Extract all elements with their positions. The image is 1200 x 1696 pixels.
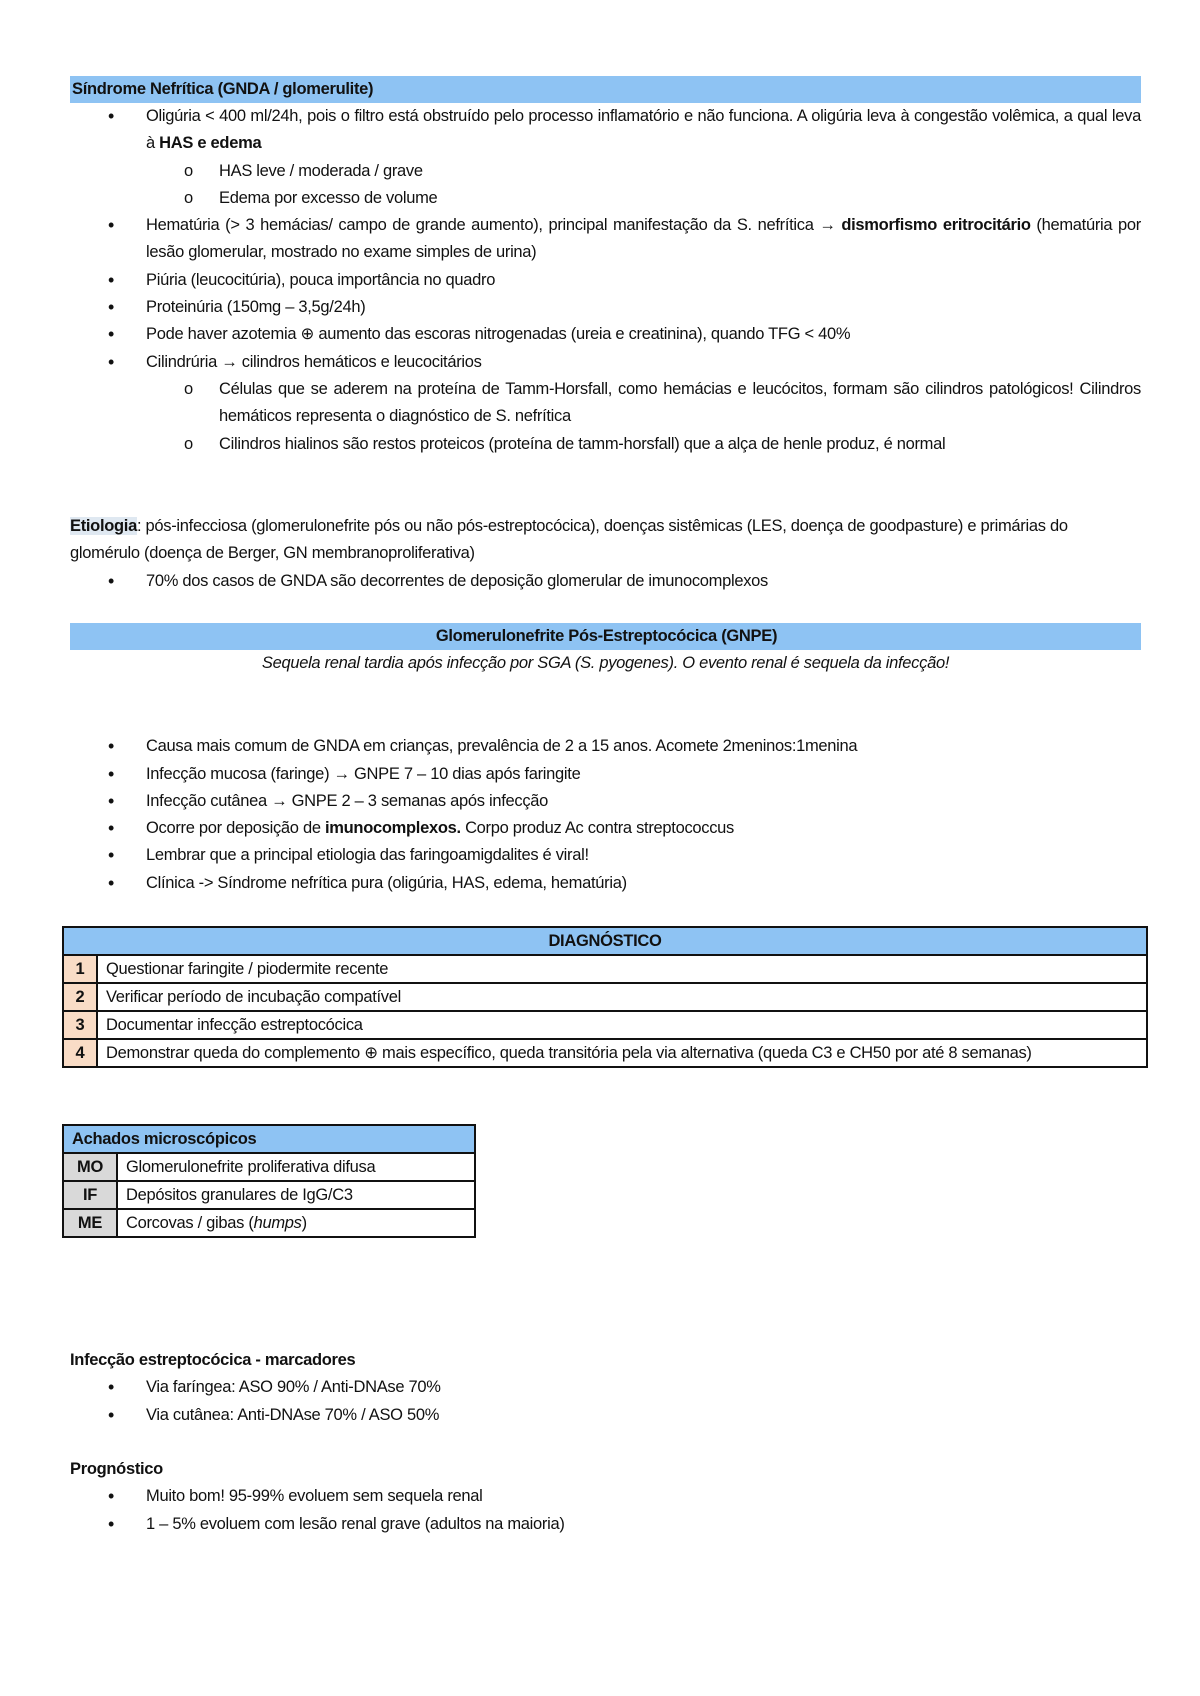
- list-item: • Lembrar que a principal etiologia das faringoamigdalites é viral!: [70, 842, 1141, 869]
- list-item: • Muito bom! 95-99% evoluem sem sequela renal: [70, 1483, 1141, 1510]
- table-row: MO Glomerulonefrite proliferativa difusa: [63, 1153, 475, 1181]
- list-item: • Via faríngea: ASO 90% / Anti-DNAse 70%: [70, 1374, 1141, 1401]
- sub-list-item: o Edema por excesso de volume: [70, 185, 1141, 212]
- table-row: IF Depósitos granulares de IgG/C3: [63, 1181, 475, 1209]
- table-row: ME Corcovas / gibas (humps): [63, 1209, 475, 1237]
- list-item: • Ocorre por deposição de imunocomplexos. Corpo produz Ac contra streptococcus: [70, 815, 1141, 842]
- section-heading: Síndrome Nefrítica (GNDA / glomerulite): [70, 76, 1141, 103]
- section-prognostico: [70, 1456, 1141, 1538]
- sub-list-item: o Cilindros hialinos são restos proteicos (proteína de tamm-horsfall) que a alça de henle produz, é normal: [70, 431, 1141, 458]
- achados-table: [62, 1124, 476, 1238]
- sub-list-item: o HAS leve / moderada / grave: [70, 158, 1141, 185]
- section-etiologia: [70, 513, 1141, 595]
- table-row: 1 Questionar faringite / piodermite recente: [63, 955, 1147, 983]
- list-item: • 1 – 5% evoluem com lesão renal grave (adultos na maioria): [70, 1511, 1141, 1538]
- etiologia-paragraph: Etiologia: pós-infecciosa (glomerulonefrite pós ou não pós-estreptocócica), doenças sistêmicas (LES, doença de goodpasture) e primárias do glomérulo (doença de Berger, GN membranoproliferativa): [70, 517, 1068, 563]
- diagnostico-table: [62, 926, 1148, 1068]
- section-heading: Infecção estreptocócica - marcadores: [70, 1351, 356, 1369]
- table-header: Achados microscópicos: [63, 1125, 475, 1153]
- table-row: 3 Documentar infecção estreptocócica: [63, 1011, 1147, 1039]
- list-item: • Clínica -> Síndrome nefrítica pura (oligúria, HAS, edema, hematúria): [70, 870, 1141, 897]
- table-row: 4 Demonstrar queda do complemento ⊕ mais específico, queda transitória pela via alternativa (queda C3 e CH50 por até 8 semanas): [63, 1039, 1147, 1067]
- list-item: • Hematúria (> 3 hemácias/ campo de grande aumento), principal manifestação da S. nefrítica → dismorfismo eritrocitário (hematúria por lesão glomerular, mostrado no exame simples de urina): [70, 212, 1141, 267]
- list-item: • 70% dos casos de GNDA são decorrentes de deposição glomerular de imunocomplexos: [70, 568, 1141, 595]
- list-item: • Piúria (leucocitúria), pouca importância no quadro: [70, 267, 1141, 294]
- table-header: DIAGNÓSTICO: [63, 927, 1147, 955]
- section-gnpe: [70, 623, 1141, 897]
- section-subtitle: Sequela renal tardia após infecção por SGA (S. pyogenes). O evento renal é sequela da infecção!: [261, 654, 950, 672]
- section-sindrome-nefritica: [70, 76, 1141, 458]
- section-marcadores: [70, 1347, 1141, 1429]
- list-item: • Via cutânea: Anti-DNAse 70% / ASO 50%: [70, 1402, 1141, 1429]
- list-item: • Oligúria < 400 ml/24h, pois o filtro está obstruído pelo processo inflamatório e não funciona. A oligúria leva à congestão volêmica, a qual leva à HAS e edema: [70, 103, 1141, 158]
- list-item: • Pode haver azotemia ⊕ aumento das escoras nitrogenadas (ureia e creatinina), quando TFG < 40%: [70, 321, 1141, 348]
- list-item: • Proteinúria (150mg – 3,5g/24h): [70, 294, 1141, 321]
- list-item: • Infecção cutânea → GNPE 2 – 3 semanas após infecção: [70, 788, 1141, 815]
- list-item: • Cilindrúria → cilindros hemáticos e leucocitários: [70, 349, 1141, 376]
- list-item: • Causa mais comum de GNDA em crianças, prevalência de 2 a 15 anos. Acomete 2meninos:1menina: [70, 733, 1141, 760]
- table-row: 2 Verificar período de incubação compatível: [63, 983, 1147, 1011]
- sub-list-item: o Células que se aderem na proteína de Tamm-Horsfall, como hemácias e leucócitos, formam são cilindros patológicos! Cilindros hemáticos representa o diagnóstico de S. nefrítica: [70, 376, 1141, 431]
- section-heading: Glomerulonefrite Pós-Estreptocócica (GNPE): [70, 623, 1141, 650]
- section-heading: Prognóstico: [70, 1460, 163, 1478]
- list-item: • Infecção mucosa (faringe) → GNPE 7 – 10 dias após faringite: [70, 761, 1141, 788]
